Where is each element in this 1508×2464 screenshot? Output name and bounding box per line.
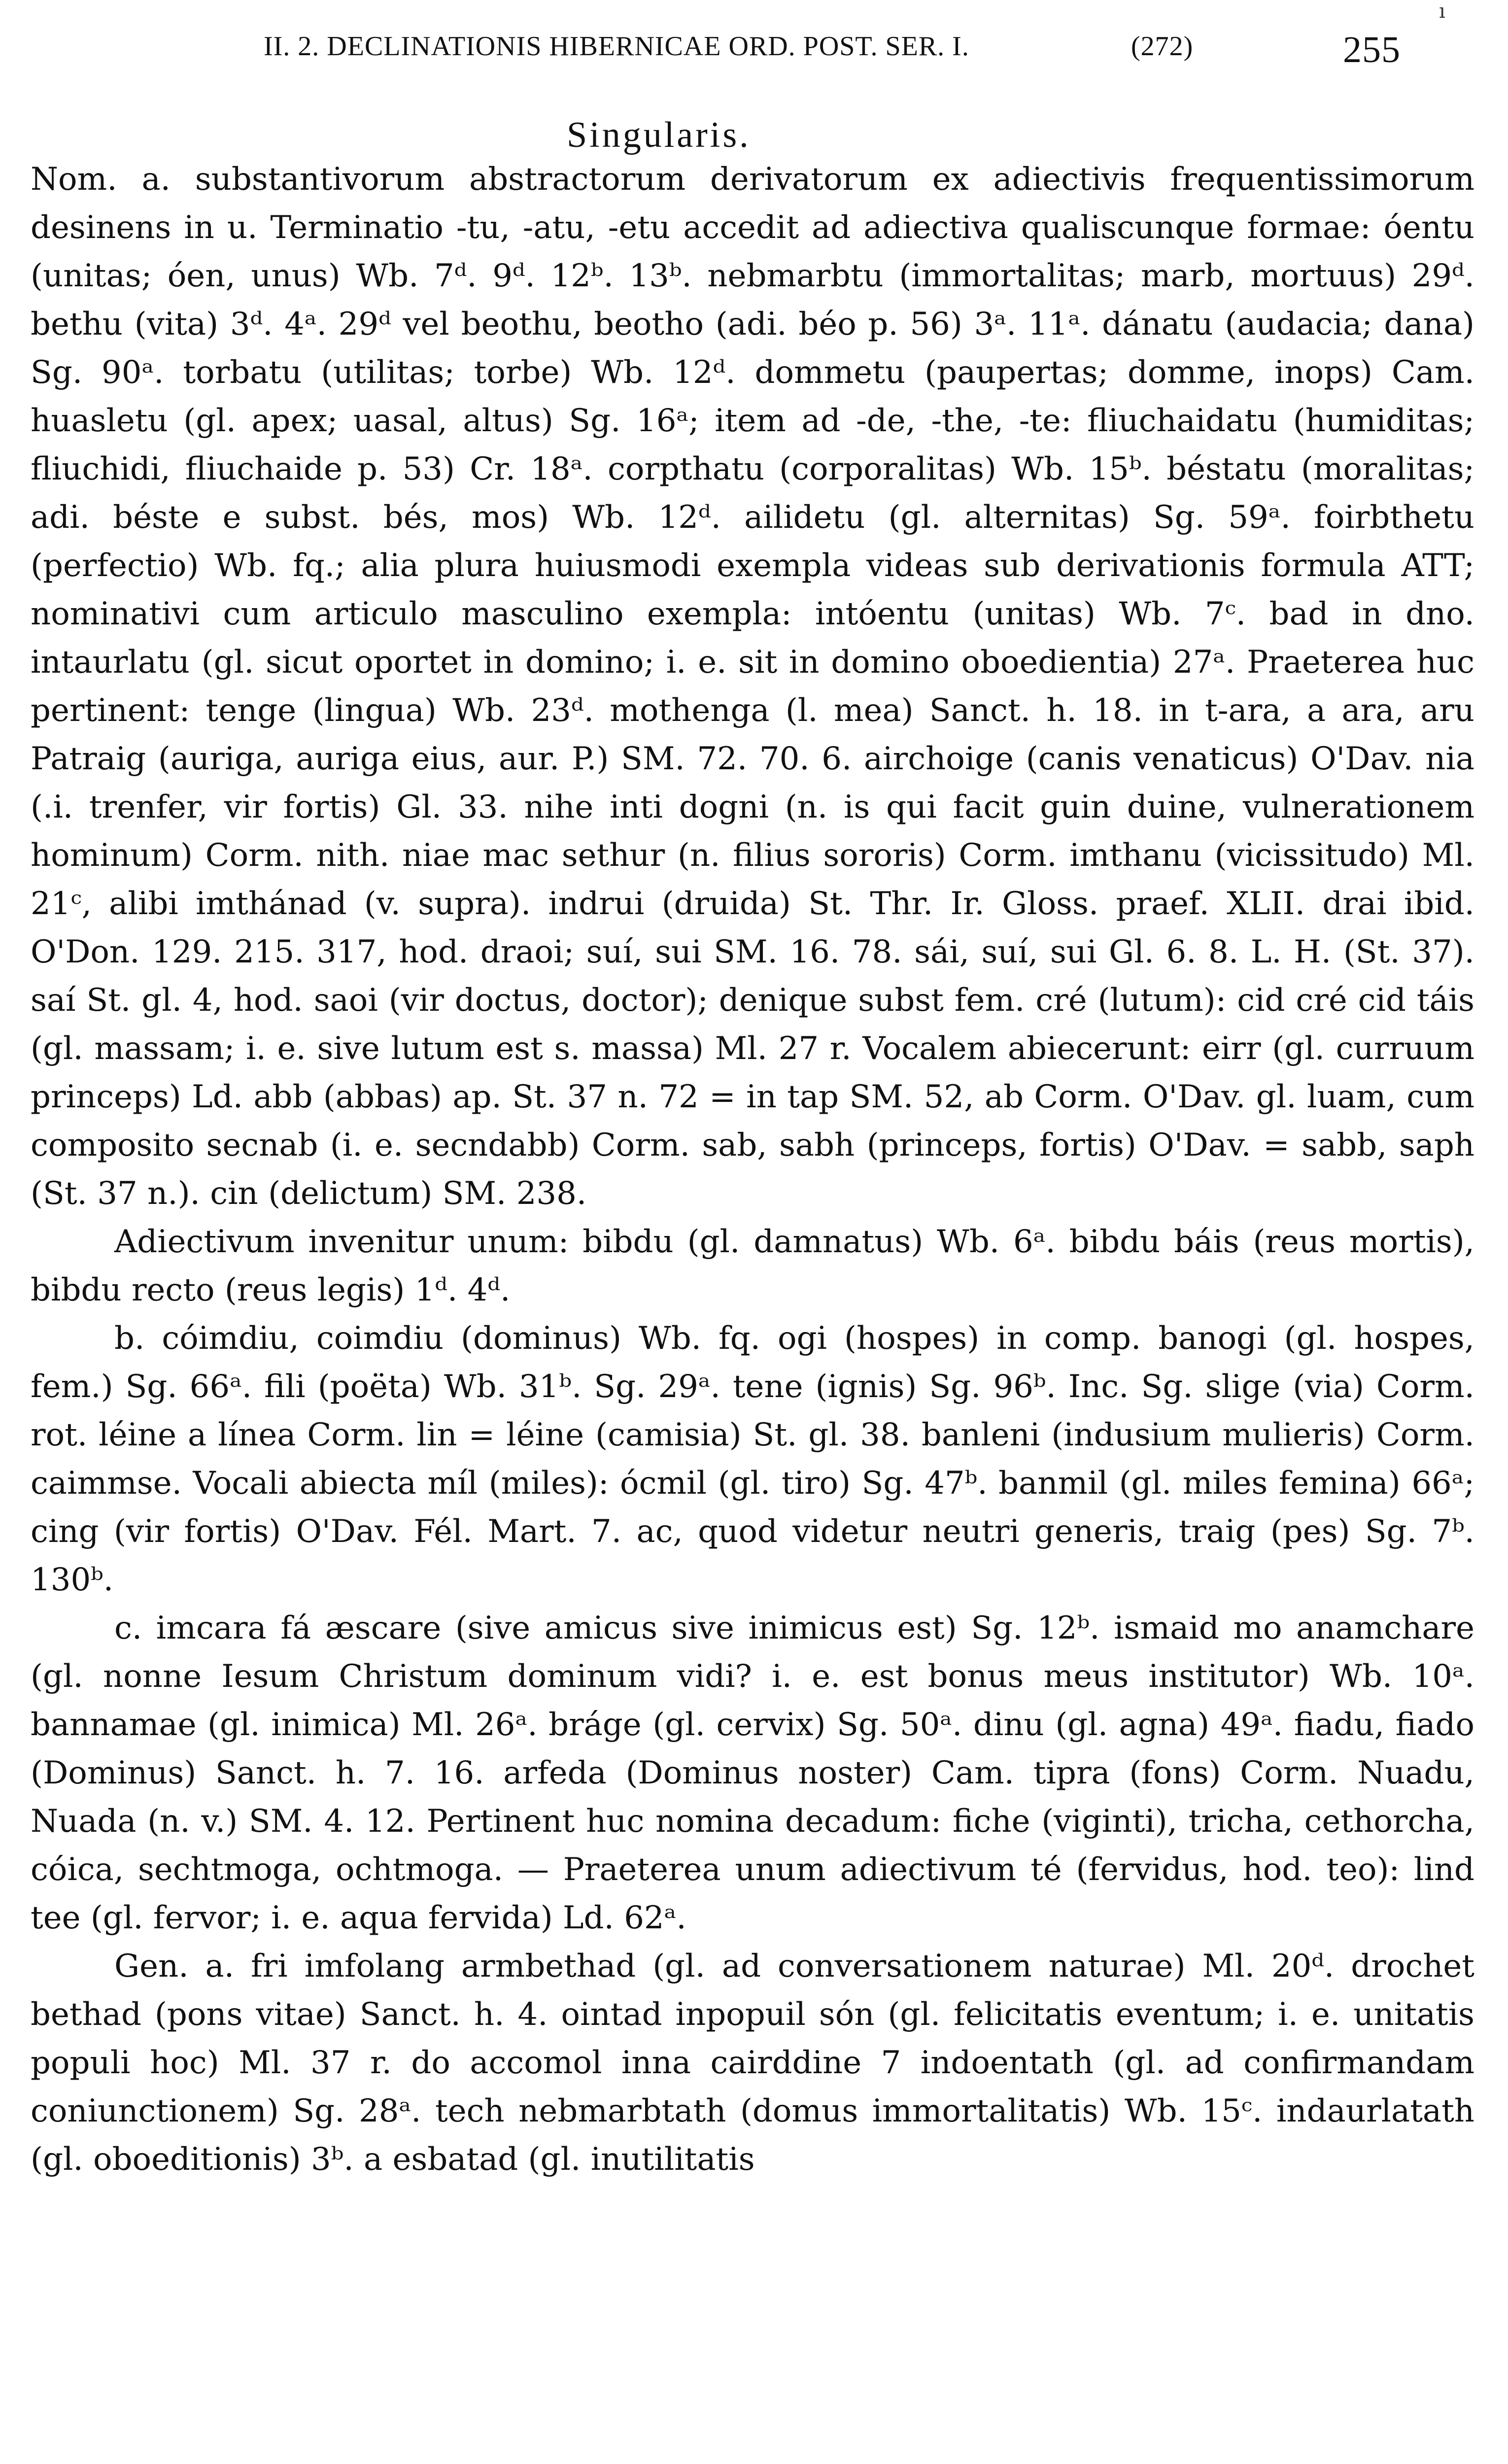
page-number: 255 xyxy=(1343,29,1401,70)
header-section-number: (272) xyxy=(1131,31,1194,62)
paragraph-c: c. imcara fá æscare (sive amicus sive inimicus est) Sg. 12ᵇ. ismaid mo anamchare (gl. nonne Iesum Christum dominum vidi? i. e. est bonus meus institutor) Wb. 10ᵃ. bannamae (gl. inimica) Ml. 26ᵃ. bráge (gl. cervix) Sg. 50ᵃ. dinu (gl. agna) 49ᵃ. fiadu, fiado (Dominus) Sanct. h. 7. 16. arfeda (Dominus noster) Cam. tipra (fons) Corm. Nuadu, Nuada (n. v.) SM. 4. 12. Pertinent huc nomina decadum: fiche (viginti), tricha, cethorcha, cóica, sechtmoga, ochtmoga. — Praeterea unum adiectivum té (fervidus, hod. teo): lind tee (gl. fervor; i. e. aqua fervida) Ld. 62ᵃ. xyxy=(31,1610,1474,1936)
running-header xyxy=(264,31,1466,80)
header-title: II. 2. DECLINATIONIS HIBERNICAE ORD. POST. SER. I. xyxy=(264,31,969,62)
paragraph-adiectivum: Adiectivum invenitur unum: bibdu (gl. damnatus) Wb. 6ᵃ. bibdu báis (reus mortis), bibdu recto (reus legis) 1ᵈ. 4ᵈ. xyxy=(31,1224,1474,1308)
paragraph-nominative-a: Nom. a. substantivorum abstractorum derivatorum ex adiectivis frequentissimorum desinens in u. Terminatio -tu, -atu, -etu accedit ad adiectiva qualiscunque formae: óentu (unitas; óen, unus) Wb. 7ᵈ. 9ᵈ. 12ᵇ. 13ᵇ. nebmarbtu (immortalitas; marb, mortuus) 29ᵈ. bethu (vita) 3ᵈ. 4ᵃ. 29ᵈ vel beothu, beotho (adi. béo p. 56) 3ᵃ. 11ᵃ. dánatu (audacia; dana) Sg. 90ᵃ. torbatu (utilitas; torbe) Wb. 12ᵈ. dommetu (paupertas; domme, inops) Cam. huasletu (gl. apex; uasal, altus) Sg. 16ᵃ; item ad -de, -the, -te: fliuchaidatu (humiditas; fliuchidi, fliuchaide p. 53) Cr. 18ᵃ. corpthatu (corporalitas) Wb. 15ᵇ. béstatu (moralitas; adi. béste e subst. bés, mos) Wb. 12ᵈ. ailidetu (gl. alternitas) Sg. 59ᵃ. foirbthetu (perfectio) Wb. fq.; alia plura huiusmodi exempla videas sub derivationis formula ATT; nominativi cum articulo masculino exempla: intóentu (unitas) Wb. 7ᶜ. bad in dno. intaurlatu (gl. sicut oportet in domino; i. e. sit in domino oboedientia) 27ᵃ. Praeterea huc pertinent: tenge (lingua) Wb. 23ᵈ. mothenga (l. mea) Sanct. h. 18. in t-ara, a ara, aru Patraig (auriga, auriga eius, aur. P.) SM. 72. 70. 6. airchoige (canis venaticus) O'Dav. nia (.i. trenfer, vir fortis) Gl. 33. nihe inti dogni (n. is qui facit guin duine, vulnerationem hominum) Corm. nith. niae mac sethur (n. filius sororis) Corm. imthanu (vicissitudo) Ml. 21ᶜ, alibi imthánad (v. supra). indrui (druida) St. Thr. Ir. Gloss. praef. XLII. drai ibid. O'Don. 129. 215. 317, hod. draoi; suí, sui SM. 16. 78. sái, suí, sui Gl. 6. 8. L. H. (St. 37). saí St. gl. 4, hod. saoi (vir doctus, doctor); denique subst fem. cré (lutum): cid cré cid táis (gl. massam; i. e. sive lutum est s. massa) Ml. 27 r. Vocalem abiecerunt: eirr (gl. curruum princeps) Ld. abb (abbas) ap. St. 37 n. 72 = in tap SM. 52, ab Corm. O'Dav. gl. luam, cum composito secnab (i. e. secndabb) Corm. sab, sabh (princeps, fortis) O'Dav. = sabb, saph (St. 37 n.). cin (delictum) SM. 238. xyxy=(31,161,1474,1212)
section-title: Singularis. xyxy=(567,115,751,155)
paragraph-genitive: Gen. a. fri imfolang armbethad (gl. ad conversationem naturae) Ml. 20ᵈ. drochet bethad (pons vitae) Sanct. h. 4. ointad inpopuil són (gl. felicitatis eventum; i. e. unitatis populi hoc) Ml. 37 r. do accomol inna cairddine 7 indoentath (gl. ad confirmandam coniunctionem) Sg. 28ᵃ. tech nebmarbtath (domus immortalitatis) Wb. 15ᶜ. indaurlatath (gl. oboeditionis) 3ᵇ. a esbatad (gl. inutilitatis xyxy=(31,1948,1474,2178)
paragraph-b: b. cóimdiu, coimdiu (dominus) Wb. fq. ogi (hospes) in comp. banogi (gl. hospes, fem.) Sg. 66ᵃ. fili (poëta) Wb. 31ᵇ. Sg. 29ᵃ. tene (ignis) Sg. 96ᵇ. Inc. Sg. slige (via) Corm. rot. léine a línea Corm. lin = léine (camisia) St. gl. 38. banleni (indusium mulieris) Corm. caimmse. Vocali abiecta míl (miles): ócmil (gl. tiro) Sg. 47ᵇ. banmil (gl. miles femina) 66ᵃ; cing (vir fortis) O'Dav. Fél. Mart. 7. ac, quod videtur neutri generis, traig (pes) Sg. 7ᵇ. 130ᵇ. xyxy=(31,1320,1474,1598)
body-text xyxy=(31,155,1474,2447)
header-mark: ı xyxy=(1439,0,1445,23)
